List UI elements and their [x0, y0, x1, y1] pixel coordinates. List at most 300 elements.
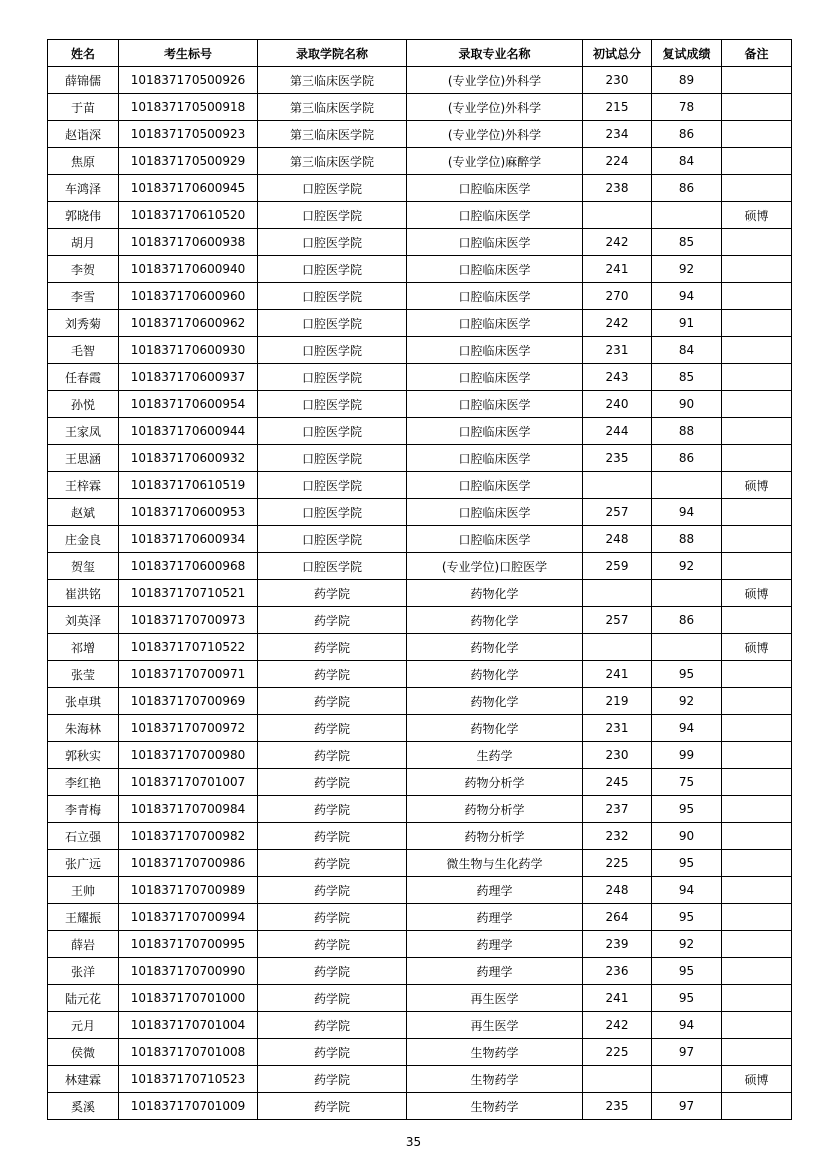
remarks-cell	[722, 715, 792, 742]
initial-score-cell: 225	[583, 850, 652, 877]
remarks-cell	[722, 229, 792, 256]
retest-score-cell: 94	[652, 877, 722, 904]
college-cell: 第三临床医学院	[258, 94, 407, 121]
college-cell: 药学院	[258, 958, 407, 985]
name-cell: 李雪	[48, 283, 119, 310]
candidate-id-cell: 101837170710523	[119, 1066, 258, 1093]
remarks-cell	[722, 553, 792, 580]
initial-score-cell: 231	[583, 715, 652, 742]
candidate-id-cell: 101837170700972	[119, 715, 258, 742]
remarks-cell	[722, 526, 792, 553]
table-row	[48, 499, 792, 526]
remarks-cell	[722, 175, 792, 202]
college-cell: 药学院	[258, 580, 407, 607]
table-row	[48, 931, 792, 958]
retest-score-cell: 85	[652, 364, 722, 391]
candidate-id-cell: 101837170700990	[119, 958, 258, 985]
table-row	[48, 1093, 792, 1120]
major-cell: 口腔临床医学	[407, 364, 583, 391]
initial-score-cell: 257	[583, 607, 652, 634]
retest-score-cell: 97	[652, 1039, 722, 1066]
candidate-id-cell: 101837170600930	[119, 337, 258, 364]
retest-score-cell: 94	[652, 283, 722, 310]
table-row	[48, 121, 792, 148]
name-cell: 王思涵	[48, 445, 119, 472]
initial-score-cell: 234	[583, 121, 652, 148]
initial-score-cell: 248	[583, 877, 652, 904]
major-cell: 口腔临床医学	[407, 445, 583, 472]
candidate-id-cell: 101837170600938	[119, 229, 258, 256]
retest-score-cell	[652, 472, 722, 499]
table-row	[48, 553, 792, 580]
retest-score-cell: 92	[652, 553, 722, 580]
candidate-id-cell: 101837170600937	[119, 364, 258, 391]
retest-score-cell: 84	[652, 337, 722, 364]
remarks-cell	[722, 688, 792, 715]
table-row	[48, 742, 792, 769]
initial-score-cell	[583, 634, 652, 661]
name-cell: 薛锦儒	[48, 67, 119, 94]
initial-score-cell: 242	[583, 310, 652, 337]
major-cell: 口腔临床医学	[407, 472, 583, 499]
major-cell: (专业学位)口腔医学	[407, 553, 583, 580]
major-cell: 药物分析学	[407, 823, 583, 850]
name-cell: 李红艳	[48, 769, 119, 796]
table-row	[48, 985, 792, 1012]
table-row	[48, 1012, 792, 1039]
candidate-id-cell: 101837170600940	[119, 256, 258, 283]
table-row	[48, 634, 792, 661]
name-cell: 崔洪铭	[48, 580, 119, 607]
admission-table	[47, 39, 792, 1120]
college-cell: 药学院	[258, 823, 407, 850]
retest-score-cell: 92	[652, 256, 722, 283]
name-cell: 王家凤	[48, 418, 119, 445]
major-cell: 生物药学	[407, 1066, 583, 1093]
retest-score-cell: 95	[652, 796, 722, 823]
table-row	[48, 796, 792, 823]
major-cell: 口腔临床医学	[407, 391, 583, 418]
remarks-cell	[722, 742, 792, 769]
candidate-id-cell: 101837170600945	[119, 175, 258, 202]
retest-score-cell: 88	[652, 418, 722, 445]
college-cell: 药学院	[258, 688, 407, 715]
remarks-cell	[722, 310, 792, 337]
college-cell: 药学院	[258, 1093, 407, 1120]
remarks-cell	[722, 1093, 792, 1120]
initial-score-cell: 264	[583, 904, 652, 931]
retest-score-cell: 91	[652, 310, 722, 337]
table-row	[48, 391, 792, 418]
candidate-id-cell: 101837170600944	[119, 418, 258, 445]
initial-score-cell: 245	[583, 769, 652, 796]
remarks-cell	[722, 283, 792, 310]
candidate-id-cell: 101837170700984	[119, 796, 258, 823]
college-cell: 药学院	[258, 1012, 407, 1039]
header-candidate-id: 考生标号	[119, 40, 258, 67]
table-row	[48, 823, 792, 850]
candidate-id-cell: 101837170700971	[119, 661, 258, 688]
name-cell: 祁增	[48, 634, 119, 661]
college-cell: 口腔医学院	[258, 391, 407, 418]
initial-score-cell: 236	[583, 958, 652, 985]
candidate-id-cell: 101837170710522	[119, 634, 258, 661]
table-row	[48, 661, 792, 688]
name-cell: 焦原	[48, 148, 119, 175]
retest-score-cell: 92	[652, 688, 722, 715]
remarks-cell	[722, 94, 792, 121]
remarks-cell	[722, 607, 792, 634]
initial-score-cell: 243	[583, 364, 652, 391]
major-cell: 药物化学	[407, 580, 583, 607]
remarks-cell	[722, 823, 792, 850]
candidate-id-cell: 101837170701009	[119, 1093, 258, 1120]
candidate-id-cell: 101837170700995	[119, 931, 258, 958]
major-cell: (专业学位)外科学	[407, 94, 583, 121]
college-cell: 口腔医学院	[258, 283, 407, 310]
major-cell: 微生物与生化药学	[407, 850, 583, 877]
table-row	[48, 310, 792, 337]
initial-score-cell: 242	[583, 229, 652, 256]
major-cell: 口腔临床医学	[407, 229, 583, 256]
college-cell: 药学院	[258, 769, 407, 796]
table-row	[48, 256, 792, 283]
remarks-cell	[722, 904, 792, 931]
candidate-id-cell: 101837170600953	[119, 499, 258, 526]
initial-score-cell: 244	[583, 418, 652, 445]
college-cell: 药学院	[258, 661, 407, 688]
college-cell: 口腔医学院	[258, 229, 407, 256]
remarks-cell: 硕博	[722, 472, 792, 499]
major-cell: 口腔临床医学	[407, 337, 583, 364]
candidate-id-cell: 101837170600962	[119, 310, 258, 337]
college-cell: 药学院	[258, 1066, 407, 1093]
initial-score-cell: 237	[583, 796, 652, 823]
major-cell: 药理学	[407, 904, 583, 931]
remarks-cell	[722, 337, 792, 364]
major-cell: 口腔临床医学	[407, 526, 583, 553]
name-cell: 孙悦	[48, 391, 119, 418]
name-cell: 薛岩	[48, 931, 119, 958]
remarks-cell	[722, 769, 792, 796]
name-cell: 任春霞	[48, 364, 119, 391]
remarks-cell	[722, 391, 792, 418]
table-row	[48, 580, 792, 607]
college-cell: 药学院	[258, 985, 407, 1012]
candidate-id-cell: 101837170710521	[119, 580, 258, 607]
name-cell: 侯微	[48, 1039, 119, 1066]
candidate-id-cell: 101837170600954	[119, 391, 258, 418]
college-cell: 药学院	[258, 715, 407, 742]
header-name: 姓名	[48, 40, 119, 67]
remarks-cell	[722, 958, 792, 985]
major-cell: 口腔临床医学	[407, 175, 583, 202]
college-cell: 药学院	[258, 931, 407, 958]
college-cell: 药学院	[258, 634, 407, 661]
initial-score-cell: 241	[583, 256, 652, 283]
major-cell: 药物化学	[407, 607, 583, 634]
remarks-cell	[722, 148, 792, 175]
name-cell: 林建霖	[48, 1066, 119, 1093]
candidate-id-cell: 101837170701004	[119, 1012, 258, 1039]
name-cell: 张莹	[48, 661, 119, 688]
retest-score-cell: 86	[652, 607, 722, 634]
table-row	[48, 769, 792, 796]
remarks-cell	[722, 445, 792, 472]
college-cell: 口腔医学院	[258, 364, 407, 391]
table-row	[48, 850, 792, 877]
major-cell: (专业学位)外科学	[407, 121, 583, 148]
major-cell: 口腔临床医学	[407, 283, 583, 310]
major-cell: 药物化学	[407, 688, 583, 715]
retest-score-cell: 92	[652, 931, 722, 958]
initial-score-cell: 230	[583, 742, 652, 769]
college-cell: 口腔医学院	[258, 526, 407, 553]
header-initial-score: 初试总分	[583, 40, 652, 67]
remarks-cell	[722, 256, 792, 283]
candidate-id-cell: 101837170500918	[119, 94, 258, 121]
name-cell: 李青梅	[48, 796, 119, 823]
name-cell: 奚溪	[48, 1093, 119, 1120]
initial-score-cell: 230	[583, 67, 652, 94]
table-row	[48, 418, 792, 445]
candidate-id-cell: 101837170600932	[119, 445, 258, 472]
remarks-cell: 硕博	[722, 580, 792, 607]
college-cell: 药学院	[258, 904, 407, 931]
name-cell: 李贺	[48, 256, 119, 283]
table-row	[48, 472, 792, 499]
college-cell: 口腔医学院	[258, 418, 407, 445]
table-row	[48, 229, 792, 256]
remarks-cell	[722, 418, 792, 445]
retest-score-cell: 95	[652, 958, 722, 985]
table-row	[48, 337, 792, 364]
candidate-id-cell: 101837170500929	[119, 148, 258, 175]
name-cell: 赵斌	[48, 499, 119, 526]
name-cell: 张广远	[48, 850, 119, 877]
college-cell: 药学院	[258, 850, 407, 877]
college-cell: 口腔医学院	[258, 310, 407, 337]
initial-score-cell	[583, 580, 652, 607]
retest-score-cell: 99	[652, 742, 722, 769]
major-cell: 药物化学	[407, 634, 583, 661]
name-cell: 刘英泽	[48, 607, 119, 634]
remarks-cell	[722, 985, 792, 1012]
initial-score-cell: 248	[583, 526, 652, 553]
major-cell: 生物药学	[407, 1093, 583, 1120]
name-cell: 王帅	[48, 877, 119, 904]
name-cell: 元月	[48, 1012, 119, 1039]
name-cell: 车鸿泽	[48, 175, 119, 202]
candidate-id-cell: 101837170600968	[119, 553, 258, 580]
retest-score-cell: 90	[652, 823, 722, 850]
college-cell: 口腔医学院	[258, 499, 407, 526]
candidate-id-cell: 101837170700982	[119, 823, 258, 850]
retest-score-cell: 95	[652, 850, 722, 877]
college-cell: 口腔医学院	[258, 445, 407, 472]
college-cell: 口腔医学院	[258, 256, 407, 283]
major-cell: 药理学	[407, 958, 583, 985]
name-cell: 张卓琪	[48, 688, 119, 715]
college-cell: 第三临床医学院	[258, 148, 407, 175]
name-cell: 郭晓伟	[48, 202, 119, 229]
table-row	[48, 607, 792, 634]
table-row	[48, 67, 792, 94]
initial-score-cell	[583, 1066, 652, 1093]
major-cell: 口腔临床医学	[407, 202, 583, 229]
retest-score-cell: 97	[652, 1093, 722, 1120]
college-cell: 药学院	[258, 607, 407, 634]
table-row	[48, 877, 792, 904]
college-cell: 口腔医学院	[258, 472, 407, 499]
initial-score-cell: 231	[583, 337, 652, 364]
name-cell: 刘秀菊	[48, 310, 119, 337]
candidate-id-cell: 101837170700973	[119, 607, 258, 634]
college-cell: 药学院	[258, 742, 407, 769]
remarks-cell	[722, 877, 792, 904]
initial-score-cell: 257	[583, 499, 652, 526]
remarks-cell: 硕博	[722, 202, 792, 229]
initial-score-cell: 270	[583, 283, 652, 310]
candidate-id-cell: 101837170610520	[119, 202, 258, 229]
initial-score-cell: 235	[583, 1093, 652, 1120]
retest-score-cell: 86	[652, 445, 722, 472]
remarks-cell	[722, 931, 792, 958]
major-cell: 生药学	[407, 742, 583, 769]
table-row	[48, 904, 792, 931]
retest-score-cell: 86	[652, 121, 722, 148]
header-major: 录取专业名称	[407, 40, 583, 67]
major-cell: 生物药学	[407, 1039, 583, 1066]
initial-score-cell: 225	[583, 1039, 652, 1066]
remarks-cell	[722, 364, 792, 391]
remarks-cell	[722, 1012, 792, 1039]
header-remarks: 备注	[722, 40, 792, 67]
remarks-cell: 硕博	[722, 634, 792, 661]
major-cell: 药物分析学	[407, 796, 583, 823]
table-row	[48, 445, 792, 472]
initial-score-cell: 242	[583, 1012, 652, 1039]
retest-score-cell: 90	[652, 391, 722, 418]
major-cell: 再生医学	[407, 1012, 583, 1039]
candidate-id-cell: 101837170700969	[119, 688, 258, 715]
retest-score-cell	[652, 1066, 722, 1093]
retest-score-cell: 95	[652, 904, 722, 931]
initial-score-cell: 232	[583, 823, 652, 850]
table-row	[48, 148, 792, 175]
major-cell: 药理学	[407, 877, 583, 904]
candidate-id-cell: 101837170700986	[119, 850, 258, 877]
retest-score-cell: 88	[652, 526, 722, 553]
retest-score-cell: 84	[652, 148, 722, 175]
header-row	[48, 40, 792, 67]
remarks-cell	[722, 796, 792, 823]
retest-score-cell	[652, 634, 722, 661]
retest-score-cell	[652, 580, 722, 607]
retest-score-cell	[652, 202, 722, 229]
table-body	[48, 67, 792, 1120]
table-row	[48, 715, 792, 742]
retest-score-cell: 78	[652, 94, 722, 121]
initial-score-cell: 241	[583, 985, 652, 1012]
name-cell: 王梓霖	[48, 472, 119, 499]
initial-score-cell: 215	[583, 94, 652, 121]
candidate-id-cell: 101837170701008	[119, 1039, 258, 1066]
retest-score-cell: 94	[652, 715, 722, 742]
remarks-cell	[722, 121, 792, 148]
remarks-cell	[722, 661, 792, 688]
retest-score-cell: 86	[652, 175, 722, 202]
college-cell: 口腔医学院	[258, 553, 407, 580]
remarks-cell	[722, 67, 792, 94]
initial-score-cell: 239	[583, 931, 652, 958]
remarks-cell	[722, 850, 792, 877]
major-cell: 药物分析学	[407, 769, 583, 796]
major-cell: 口腔临床医学	[407, 499, 583, 526]
retest-score-cell: 95	[652, 661, 722, 688]
name-cell: 朱海林	[48, 715, 119, 742]
initial-score-cell	[583, 202, 652, 229]
major-cell: 药物化学	[407, 661, 583, 688]
retest-score-cell: 85	[652, 229, 722, 256]
major-cell: 口腔临床医学	[407, 256, 583, 283]
name-cell: 贺玺	[48, 553, 119, 580]
table-row	[48, 526, 792, 553]
major-cell: (专业学位)外科学	[407, 67, 583, 94]
table-row	[48, 1039, 792, 1066]
table-row	[48, 1066, 792, 1093]
candidate-id-cell: 101837170610519	[119, 472, 258, 499]
retest-score-cell: 89	[652, 67, 722, 94]
name-cell: 于苗	[48, 94, 119, 121]
table-row	[48, 175, 792, 202]
candidate-id-cell: 101837170600934	[119, 526, 258, 553]
initial-score-cell: 235	[583, 445, 652, 472]
college-cell: 口腔医学院	[258, 337, 407, 364]
college-cell: 口腔医学院	[258, 202, 407, 229]
major-cell: 药理学	[407, 931, 583, 958]
table-row	[48, 958, 792, 985]
initial-score-cell: 259	[583, 553, 652, 580]
name-cell: 赵诣深	[48, 121, 119, 148]
name-cell: 郭秋实	[48, 742, 119, 769]
name-cell: 王耀振	[48, 904, 119, 931]
candidate-id-cell: 101837170500923	[119, 121, 258, 148]
retest-score-cell: 94	[652, 499, 722, 526]
initial-score-cell: 240	[583, 391, 652, 418]
major-cell: 药物化学	[407, 715, 583, 742]
college-cell: 药学院	[258, 796, 407, 823]
major-cell: 口腔临床医学	[407, 418, 583, 445]
table-row	[48, 688, 792, 715]
college-cell: 药学院	[258, 877, 407, 904]
remarks-cell	[722, 499, 792, 526]
name-cell: 毛智	[48, 337, 119, 364]
name-cell: 胡月	[48, 229, 119, 256]
name-cell: 庄金良	[48, 526, 119, 553]
table-row	[48, 94, 792, 121]
initial-score-cell: 224	[583, 148, 652, 175]
college-cell: 药学院	[258, 1039, 407, 1066]
initial-score-cell: 219	[583, 688, 652, 715]
candidate-id-cell: 101837170701000	[119, 985, 258, 1012]
initial-score-cell	[583, 472, 652, 499]
table-row	[48, 364, 792, 391]
candidate-id-cell: 101837170600960	[119, 283, 258, 310]
remarks-cell: 硕博	[722, 1066, 792, 1093]
name-cell: 张洋	[48, 958, 119, 985]
name-cell: 陆元花	[48, 985, 119, 1012]
